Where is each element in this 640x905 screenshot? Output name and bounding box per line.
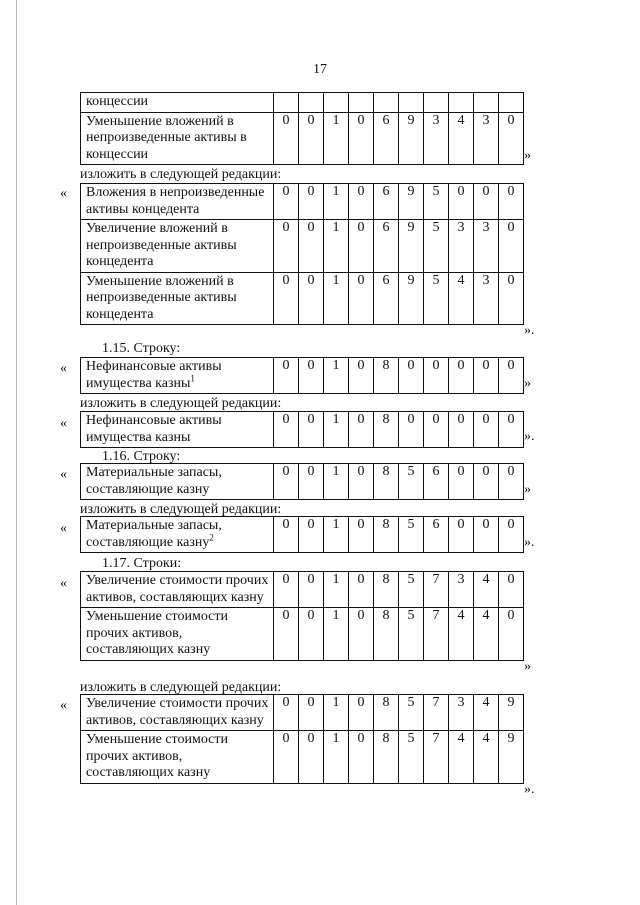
code-digit: 0 bbox=[499, 572, 524, 608]
opening-quote: « bbox=[60, 361, 67, 376]
table-row bbox=[81, 517, 524, 553]
code-digit: 0 bbox=[449, 184, 474, 220]
row-label bbox=[81, 184, 274, 220]
code-digit: 0 bbox=[274, 517, 299, 553]
code-digit: 5 bbox=[399, 572, 424, 608]
code-digit: 7 bbox=[424, 695, 449, 731]
table-row bbox=[81, 731, 524, 784]
row-label bbox=[81, 358, 274, 394]
table-row bbox=[81, 358, 524, 394]
item-heading-1-17: 1.17. Строки: bbox=[102, 556, 182, 571]
code-digit: 0 bbox=[299, 695, 324, 731]
code-digit: 3 bbox=[449, 695, 474, 731]
table-row bbox=[81, 572, 524, 608]
edit-instruction: изложить в следующей редакции: bbox=[80, 502, 282, 517]
row-label bbox=[81, 93, 274, 113]
row-label-text: Увеличение стоимости прочих активов, составляющих казну bbox=[86, 573, 269, 605]
code-digit: 0 bbox=[349, 358, 374, 394]
code-digit: 1 bbox=[324, 695, 349, 731]
code-digit: 0 bbox=[349, 220, 374, 273]
code-digit: 5 bbox=[399, 731, 424, 784]
code-digit: 0 bbox=[299, 608, 324, 661]
row-label bbox=[81, 608, 274, 661]
code-digit: 0 bbox=[274, 572, 299, 608]
code-digit: 7 bbox=[424, 608, 449, 661]
row-label-text: Материальные запасы, составляющие казну bbox=[86, 518, 222, 550]
row-label-text: Нефинансовые активы имущества казны bbox=[86, 413, 222, 445]
code-digit bbox=[274, 93, 299, 113]
table-row bbox=[81, 272, 524, 325]
code-digit: 0 bbox=[299, 517, 324, 553]
code-digit: 4 bbox=[474, 608, 499, 661]
code-digit: 9 bbox=[399, 220, 424, 273]
code-digit: 1 bbox=[324, 464, 349, 500]
code-digit: 3 bbox=[424, 112, 449, 165]
row-label-text: Увеличение вложений в непроизведенные активы концедента bbox=[86, 221, 237, 269]
code-digit: 0 bbox=[274, 608, 299, 661]
table-row bbox=[81, 695, 524, 731]
code-digit: 0 bbox=[299, 731, 324, 784]
row-label-text: Материальные запасы, составляющие казну bbox=[86, 465, 222, 497]
code-digit: 0 bbox=[349, 695, 374, 731]
code-digit: 0 bbox=[399, 358, 424, 394]
code-digit: 1 bbox=[324, 184, 349, 220]
code-digit: 4 bbox=[474, 572, 499, 608]
opening-quote: « bbox=[60, 416, 67, 431]
opening-quote: « bbox=[60, 698, 67, 713]
continued-code-table bbox=[80, 92, 524, 165]
opening-quote: « bbox=[60, 186, 67, 201]
code-digit: 0 bbox=[349, 412, 374, 448]
opening-quote: « bbox=[60, 467, 67, 482]
old-code-table-treasury-assets bbox=[80, 357, 524, 394]
table-row bbox=[81, 412, 524, 448]
code-digit: 0 bbox=[424, 358, 449, 394]
code-digit: 0 bbox=[274, 272, 299, 325]
code-digit: 8 bbox=[374, 608, 399, 661]
code-digit: 3 bbox=[449, 572, 474, 608]
code-digit: 6 bbox=[374, 112, 399, 165]
new-code-table-concedent bbox=[80, 183, 524, 325]
code-digit: 6 bbox=[374, 272, 399, 325]
row-label bbox=[81, 112, 274, 165]
code-digit: 8 bbox=[374, 412, 399, 448]
code-digit: 5 bbox=[399, 695, 424, 731]
code-digit: 0 bbox=[349, 608, 374, 661]
code-digit: 4 bbox=[474, 695, 499, 731]
code-digit: 0 bbox=[349, 572, 374, 608]
code-digit: 8 bbox=[374, 572, 399, 608]
opening-quote: « bbox=[60, 521, 67, 536]
code-digit: 0 bbox=[274, 695, 299, 731]
row-label bbox=[81, 695, 274, 731]
code-digit: 0 bbox=[349, 112, 374, 165]
code-digit: 0 bbox=[499, 184, 524, 220]
code-digit: 0 bbox=[299, 184, 324, 220]
table-row bbox=[81, 93, 524, 113]
closing-quote: » bbox=[524, 148, 531, 163]
code-digit bbox=[424, 93, 449, 113]
code-digit: 9 bbox=[499, 695, 524, 731]
code-digit: 9 bbox=[399, 272, 424, 325]
code-digit: 0 bbox=[349, 517, 374, 553]
row-label-text: Уменьшение стоимости прочих активов, составляющих казну bbox=[86, 732, 228, 780]
table-row bbox=[81, 220, 524, 273]
code-digit: 1 bbox=[324, 731, 349, 784]
row-label-text: концессии bbox=[86, 94, 149, 109]
code-digit: 1 bbox=[324, 220, 349, 273]
code-digit: 0 bbox=[474, 412, 499, 448]
code-digit: 0 bbox=[449, 517, 474, 553]
code-digit: 0 bbox=[274, 112, 299, 165]
code-digit: 8 bbox=[374, 358, 399, 394]
code-digit: 6 bbox=[374, 184, 399, 220]
code-digit: 5 bbox=[424, 272, 449, 325]
code-digit: 0 bbox=[299, 112, 324, 165]
code-digit: 0 bbox=[499, 517, 524, 553]
code-digit: 0 bbox=[349, 731, 374, 784]
old-code-table-inventories bbox=[80, 463, 524, 500]
footnote-mark: 1 bbox=[190, 372, 195, 383]
edit-instruction: изложить в следующей редакции: bbox=[80, 396, 282, 411]
code-digit: 0 bbox=[499, 272, 524, 325]
row-label-text: Уменьшение стоимости прочих активов, составляющих казну bbox=[86, 609, 228, 657]
code-digit: 7 bbox=[424, 572, 449, 608]
table-row bbox=[81, 112, 524, 165]
code-digit: 0 bbox=[299, 220, 324, 273]
code-digit: 0 bbox=[274, 184, 299, 220]
code-digit: 1 bbox=[324, 608, 349, 661]
code-digit: 8 bbox=[374, 695, 399, 731]
code-digit: 0 bbox=[499, 358, 524, 394]
code-digit bbox=[449, 93, 474, 113]
code-digit: 6 bbox=[424, 517, 449, 553]
row-label bbox=[81, 731, 274, 784]
code-digit: 0 bbox=[299, 272, 324, 325]
code-digit: 9 bbox=[499, 731, 524, 784]
table-row bbox=[81, 184, 524, 220]
item-heading-1-15: 1.15. Строку: bbox=[102, 341, 181, 356]
opening-quote: « bbox=[60, 576, 67, 591]
closing-quote: » bbox=[524, 482, 531, 497]
code-digit: 3 bbox=[474, 220, 499, 273]
row-label-text: Уменьшение вложений в непроизведенные активы концедента bbox=[86, 273, 237, 322]
code-digit: 0 bbox=[499, 412, 524, 448]
code-digit: 5 bbox=[399, 517, 424, 553]
code-digit bbox=[474, 93, 499, 113]
code-digit: 4 bbox=[449, 608, 474, 661]
page-number: 17 bbox=[313, 62, 327, 77]
code-digit: 0 bbox=[474, 464, 499, 500]
code-digit: 0 bbox=[474, 517, 499, 553]
edit-instruction: изложить в следующей редакции: bbox=[80, 167, 282, 182]
edit-instruction: изложить в следующей редакции: bbox=[80, 680, 282, 695]
code-digit: 0 bbox=[299, 412, 324, 448]
code-digit: 9 bbox=[399, 184, 424, 220]
code-digit: 0 bbox=[349, 464, 374, 500]
code-digit: 0 bbox=[274, 220, 299, 273]
code-digit: 0 bbox=[399, 412, 424, 448]
code-digit: 0 bbox=[449, 412, 474, 448]
code-digit: 1 bbox=[324, 112, 349, 165]
table-row bbox=[81, 608, 524, 661]
code-digit: 0 bbox=[474, 184, 499, 220]
code-digit: 0 bbox=[474, 358, 499, 394]
row-label bbox=[81, 272, 274, 325]
code-digit: 8 bbox=[374, 517, 399, 553]
code-digit bbox=[324, 93, 349, 113]
item-heading-1-16: 1.16. Строку: bbox=[102, 449, 181, 464]
code-digit: 6 bbox=[374, 220, 399, 273]
code-digit: 0 bbox=[449, 358, 474, 394]
new-code-table-inventories bbox=[80, 516, 524, 553]
row-label bbox=[81, 464, 274, 500]
code-digit: 6 bbox=[424, 464, 449, 500]
code-digit: 8 bbox=[374, 731, 399, 784]
row-label bbox=[81, 517, 274, 553]
code-digit bbox=[499, 93, 524, 113]
closing-quote: ». bbox=[524, 782, 535, 797]
code-digit: 1 bbox=[324, 272, 349, 325]
code-digit: 3 bbox=[449, 220, 474, 273]
code-digit: 0 bbox=[499, 220, 524, 273]
code-digit: 0 bbox=[299, 464, 324, 500]
closing-quote: ». bbox=[524, 535, 535, 550]
closing-quote: » bbox=[524, 659, 531, 674]
row-label bbox=[81, 412, 274, 448]
code-digit: 5 bbox=[424, 184, 449, 220]
code-digit: 5 bbox=[424, 220, 449, 273]
new-code-table-other-assets bbox=[80, 694, 524, 784]
table-row bbox=[81, 464, 524, 500]
code-digit: 0 bbox=[274, 464, 299, 500]
code-digit: 3 bbox=[474, 272, 499, 325]
page-edge-line bbox=[16, 0, 17, 905]
new-code-table-treasury-assets bbox=[80, 411, 524, 448]
code-digit: 9 bbox=[399, 112, 424, 165]
code-digit: 0 bbox=[299, 572, 324, 608]
code-digit: 3 bbox=[474, 112, 499, 165]
code-digit bbox=[299, 93, 324, 113]
row-label-text: Увеличение стоимости прочих активов, составляющих казну bbox=[86, 696, 269, 728]
closing-quote: ». bbox=[524, 323, 535, 338]
code-digit: 5 bbox=[399, 464, 424, 500]
code-digit: 5 bbox=[399, 608, 424, 661]
code-digit: 0 bbox=[449, 464, 474, 500]
code-digit: 1 bbox=[324, 572, 349, 608]
old-code-table-other-assets bbox=[80, 571, 524, 661]
code-digit: 0 bbox=[349, 184, 374, 220]
code-digit: 1 bbox=[324, 412, 349, 448]
code-digit: 0 bbox=[274, 358, 299, 394]
code-digit bbox=[374, 93, 399, 113]
code-digit: 4 bbox=[449, 272, 474, 325]
code-digit: 0 bbox=[499, 464, 524, 500]
row-label-text: Нефинансовые активы имущества казны bbox=[86, 359, 222, 391]
code-digit: 0 bbox=[349, 272, 374, 325]
code-digit: 0 bbox=[274, 412, 299, 448]
row-label bbox=[81, 220, 274, 273]
code-digit: 1 bbox=[324, 358, 349, 394]
code-digit: 7 bbox=[424, 731, 449, 784]
code-digit bbox=[399, 93, 424, 113]
closing-quote: ». bbox=[524, 429, 535, 444]
code-digit: 4 bbox=[449, 731, 474, 784]
code-digit: 0 bbox=[299, 358, 324, 394]
row-label-text: Уменьшение вложений в непроизведенные активы в концессии bbox=[86, 113, 247, 162]
code-digit: 4 bbox=[474, 731, 499, 784]
code-digit bbox=[349, 93, 374, 113]
code-digit: 4 bbox=[449, 112, 474, 165]
code-digit: 0 bbox=[424, 412, 449, 448]
code-digit: 8 bbox=[374, 464, 399, 500]
footnote-mark: 2 bbox=[209, 531, 214, 542]
code-digit: 1 bbox=[324, 517, 349, 553]
row-label-text: Вложения в непроизведенные активы концедента bbox=[86, 185, 265, 217]
row-label bbox=[81, 572, 274, 608]
code-digit: 0 bbox=[274, 731, 299, 784]
code-digit: 0 bbox=[499, 608, 524, 661]
closing-quote: » bbox=[524, 376, 531, 391]
code-digit: 0 bbox=[499, 112, 524, 165]
